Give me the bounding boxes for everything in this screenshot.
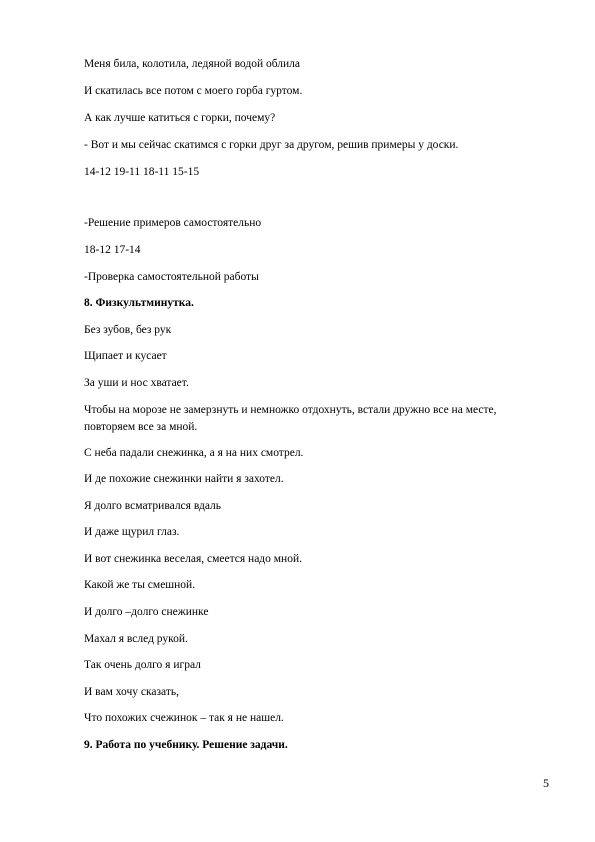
text-line: С неба падали снежинка, а я на них смотрел. [84,447,304,459]
text-line: -Проверка самостоятельной работы [84,271,259,283]
text-line: И даже щурил глаз. [84,526,180,538]
text-line: Какой же ты смешной. [84,579,196,591]
text-line: Так очень долго я играл [84,659,201,671]
text-line: Я долго всматривался вдаль [84,500,222,512]
text-line: 14-12 19-11 18-11 15-15 [84,166,200,178]
text-line: 18-12 17-14 [84,244,141,256]
text-line: И вам хочу сказать, [84,686,180,698]
text-line: - Вот и мы сейчас скатимся с горки друг за другом, решив примеры у доски. [84,139,459,151]
text-line: Меня била, колотила, ледяной водой облила [84,58,301,70]
text-line: И долго –долго снежинке [84,606,209,618]
section-heading: 8. Физкультминутка. [84,297,194,309]
text-line: Щипает и кусает [84,350,167,362]
text-paragraph: Чтобы на морозе не замерзнуть и немножко отдохнуть, встали дружно все на месте, повторяем все за мной. [84,404,497,433]
text-line: А как лучше катиться с горки, почему? [84,112,276,124]
text-line: За уши и нос хватает. [84,377,189,389]
page-number: 5 [543,776,549,790]
text-line: Махал я вслед рукой. [84,633,188,645]
text-line: -Решение примеров самостоятельно [84,217,262,229]
section-heading: 9. Работа по учебнику. Решение задачи. [84,739,288,751]
text-line: И скатилась все потом с моего горба гуртом. [84,85,303,97]
text-line: Что похожих счежинок – так я не нашел. [84,712,284,724]
text-line: И де похожие снежинки найти я захотел. [84,473,284,485]
text-line: И вот снежинка веселая, смеется надо мной. [84,553,302,565]
text-line: Без зубов, без рук [84,324,172,336]
